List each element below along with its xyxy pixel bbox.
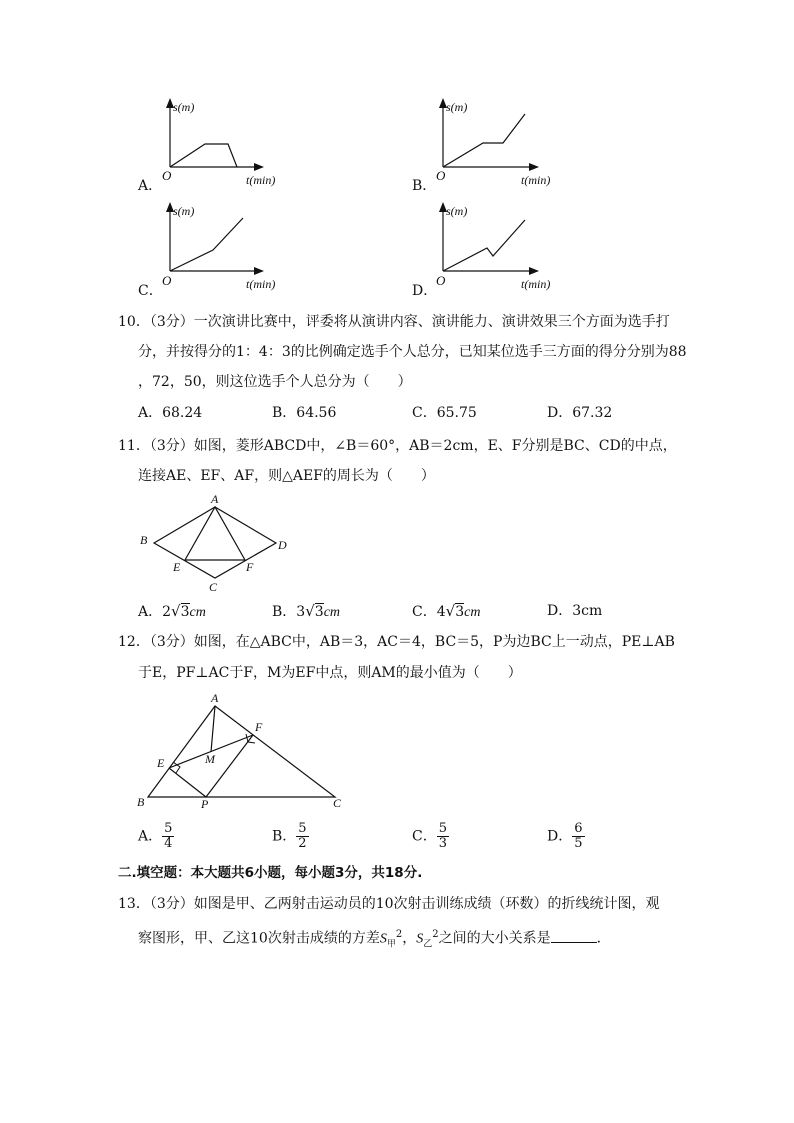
fraction: $\frac{5}{2}$ xyxy=(298,821,307,851)
answer-blank[interactable] xyxy=(551,928,597,943)
q9a-axis-y: s(m) xyxy=(173,100,195,114)
q10-option-a: A．68.24 xyxy=(138,405,203,421)
q11-line1: 11．（3分）如图，菱形ABCD中，∠B＝60°，AB＝2cm，E、F分别是BC、CD的中点， xyxy=(118,438,677,454)
q9c-origin: O xyxy=(162,273,172,288)
q12-option-d: D． $\frac{6}{5}$ xyxy=(547,821,583,851)
q10-option-c: C．65.75 xyxy=(412,405,477,421)
q11-option-a: A．2√3cm xyxy=(138,602,206,620)
q9c-axis-x: t(min) xyxy=(246,277,276,291)
q12-line2: 于E，PF⊥AC于F，M为EF中点，则AM的最小值为（ ） xyxy=(138,665,522,681)
q11-line2: 连接AE、EF、AF，则△AEF的周长为（ ） xyxy=(138,468,435,484)
q13-line2: 察图形，甲、乙这10次射击成绩的方差$S_甲^2$，$S_乙^2$之间的大小关系是 ． xyxy=(138,929,611,950)
fraction: $\frac{6}{5}$ xyxy=(574,821,583,851)
q9d-origin: O xyxy=(436,273,446,288)
q11-label-b: B xyxy=(140,533,148,547)
q10-option-b: B．64.56 xyxy=(272,405,337,421)
q11-label-f: F xyxy=(246,560,254,574)
q12-label-e: E xyxy=(157,756,165,770)
q12-segment-am xyxy=(211,706,215,752)
q9c-axis-y: s(m) xyxy=(173,204,195,218)
q9d-axis-y: s(m) xyxy=(446,204,468,218)
q9-option-a: A． xyxy=(138,178,163,194)
sqrt-sign: √ xyxy=(305,602,315,620)
q12-label-c: C xyxy=(333,796,342,810)
q12-label-f: F xyxy=(255,720,263,734)
q12-triangle-abc xyxy=(148,706,335,797)
q11-label-a: A xyxy=(211,492,219,506)
q11-label-c: C xyxy=(209,580,218,594)
q12-label-p: P xyxy=(201,797,209,811)
section-heading-fill-in: 二.填空题：本大题共6小题，每小题3分，共18分. xyxy=(118,865,423,881)
fraction: $\frac{5}{3}$ xyxy=(438,821,447,851)
q10-line1: 10．（3分）一次演讲比赛中，评委将从演讲内容、演讲能力、演讲效果三个方面为选手打 xyxy=(118,314,670,330)
q9-option-d: D． xyxy=(412,283,438,299)
q12-line1: 12．（3分）如图，在△ABC中，AB＝3，AC＝4，BC＝5，P为边BC上一动点，PE⊥AB xyxy=(118,634,675,650)
q9b-axis-x: t(min) xyxy=(521,173,551,187)
q9a-axis-x: t(min) xyxy=(246,173,276,187)
q12-label-a: A xyxy=(211,691,219,705)
q11-label-d: D xyxy=(278,538,287,552)
q12-option-a: A． $\frac{5}{4}$ xyxy=(138,821,173,851)
q11-option-b: B．3√3cm xyxy=(272,602,341,620)
sqrt-sign: √ xyxy=(445,602,456,620)
q9a-origin: O xyxy=(162,168,172,183)
q12-label-m: M xyxy=(205,752,215,766)
q9-option-c: C． xyxy=(138,283,163,299)
q13-line1: 13．（3分）如图是甲、乙两射击运动员的10次射击训练成绩（环数）的折线统计图，观 xyxy=(118,896,660,912)
sqrt-sign: √ xyxy=(171,602,181,620)
q12-label-b: B xyxy=(137,795,145,809)
q11-option-c: C．4√3cm xyxy=(412,602,481,620)
q9b-axis-y: s(m) xyxy=(446,100,468,114)
q12-option-b: B． $\frac{5}{2}$ xyxy=(272,821,307,851)
q11-option-d: D．3cm xyxy=(547,603,603,619)
q11-label-e: E xyxy=(173,560,181,574)
q9b-origin: O xyxy=(436,168,446,183)
q10-line2: 分，并按得分的1：4：3的比例确定选手个人总分，已知某位选手三方面的得分分别为88 xyxy=(138,344,687,360)
q10-option-d: D．67.32 xyxy=(547,405,613,421)
fraction: $\frac{5}{4}$ xyxy=(164,821,173,851)
q12-option-c: C． $\frac{5}{3}$ xyxy=(412,821,447,851)
q10-line3: ，72，50，则这位选手个人总分为（ ） xyxy=(138,374,412,390)
q9d-axis-x: t(min) xyxy=(521,277,551,291)
q9-option-b: B． xyxy=(412,178,437,194)
